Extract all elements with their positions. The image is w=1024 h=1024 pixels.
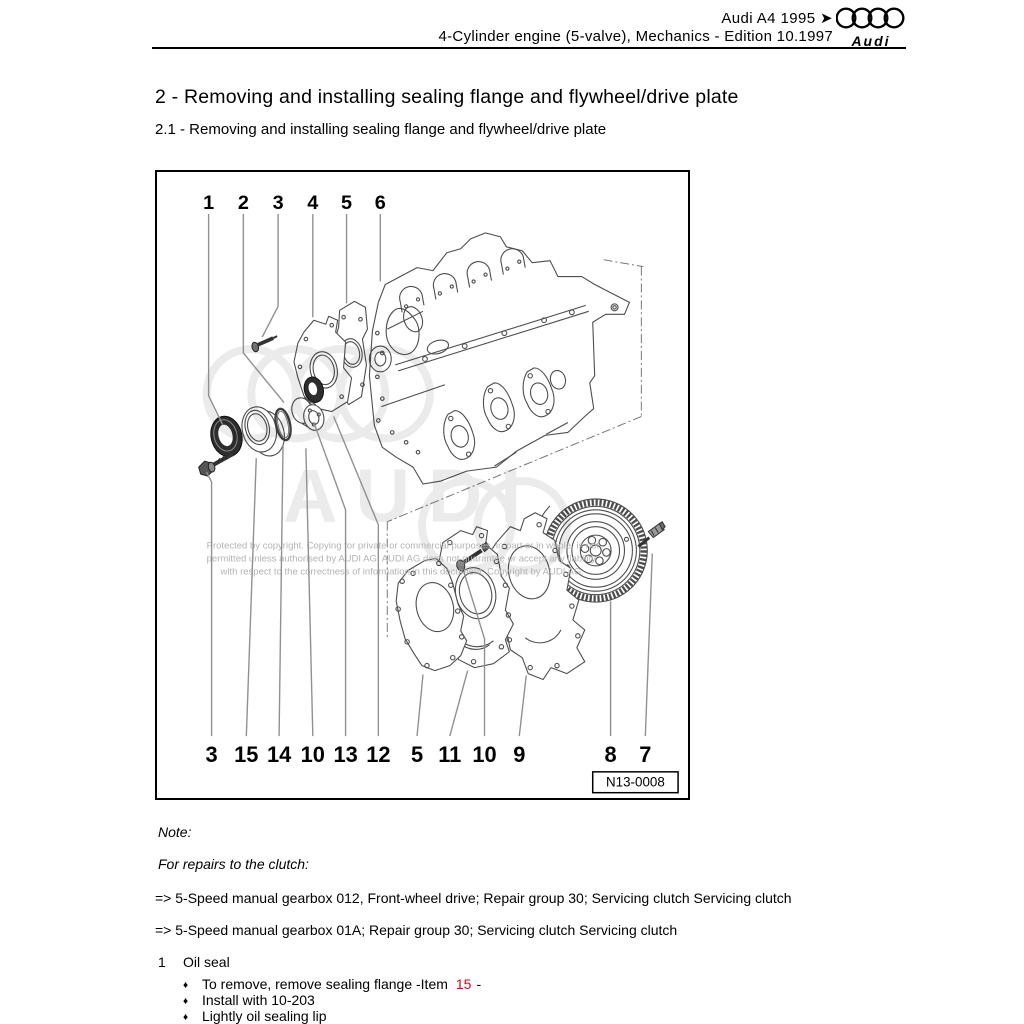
callout-number: 2 — [237, 192, 249, 215]
callout-number: 15 — [234, 741, 259, 767]
bullet-oil-lip-text: Lightly oil sealing lip — [202, 1008, 327, 1024]
clutch-repair-intro: For repairs to the clutch: — [158, 856, 309, 872]
subsection-title: 2.1 - Removing and installing sealing flange and flywheel/drive plate — [155, 121, 607, 138]
figure-id: N13-0008 — [606, 774, 665, 790]
callout-number: 6 — [374, 192, 386, 215]
copyright-line: permitted unless authorised by AUDI AG. AUDI AG does not guarantee or accept any liability — [206, 553, 596, 565]
callout-number: 3 — [272, 192, 284, 215]
gearbox-ref-012: => 5-Speed manual gearbox 012, Front-wheel drive; Repair group 30; Servicing clutch Servicing clutch — [155, 890, 792, 906]
callout-number: 8 — [604, 741, 617, 767]
callout-number: 11 — [438, 741, 462, 767]
callout-number: 10 — [472, 741, 497, 767]
header-edition-line: 4-Cylinder engine (5-valve), Mechanics - Edition 10.1997 — [438, 28, 833, 45]
callout-number: 3 — [205, 741, 218, 767]
callout-number: 5 — [410, 741, 424, 767]
gearbox-ref-01a: => 5-Speed manual gearbox 01A; Repair group 30; Servicing clutch Servicing clutch — [155, 922, 678, 938]
lower-left-bolt-drawing — [199, 454, 233, 476]
callout-number: 4 — [307, 192, 319, 215]
callout-number: 14 — [266, 741, 292, 767]
diamond-bullet-icon: ♦ — [183, 1012, 189, 1023]
callout-number: 13 — [333, 741, 358, 767]
note-label: Note: — [158, 824, 192, 840]
diamond-bullet-icon: ♦ — [183, 980, 189, 991]
bullet-remove-text: To remove, remove sealing flange -Item — [202, 976, 448, 992]
callout-number: 9 — [513, 741, 526, 767]
part-ref-15: 15 — [455, 976, 472, 992]
audi-logo-text: Audi — [851, 33, 891, 49]
bullet-oil-lip — [183, 1008, 327, 1024]
callout-number: 7 — [639, 741, 652, 767]
audi-watermark-text: AUDI — [283, 453, 522, 538]
copyright-line: Protected by copyright. Copying for private or commercial purposes, in part or in whole, is not — [206, 540, 600, 552]
bullet-install-text: Install with 10-203 — [202, 992, 315, 1008]
audi-rings-icon — [836, 6, 906, 30]
bottom-callout-numbers — [206, 742, 652, 767]
callout-number: 10 — [300, 741, 325, 767]
bullet-install — [183, 992, 315, 1008]
sealing-flange-flywheel-diagram — [157, 172, 688, 798]
copyright-line: with respect to the correctness of information in this document. Copyright by AUDI AG. — [220, 566, 584, 578]
section-title: 2 - Removing and installing sealing flange and flywheel/drive plate — [155, 86, 739, 108]
copyright-watermark — [207, 541, 600, 578]
diamond-bullet-icon: ♦ — [183, 996, 189, 1007]
header-rule — [152, 47, 906, 49]
callout-number: 12 — [366, 741, 391, 767]
part-item-number: 1 — [158, 954, 166, 970]
exploded-view-figure — [155, 170, 690, 800]
header-model-line: Audi A4 1995 ➤ — [721, 10, 833, 27]
part-item-oil-seal — [158, 954, 230, 970]
audi-logo — [836, 6, 906, 49]
top-callout-numbers — [203, 192, 386, 214]
part-item-name: Oil seal — [183, 954, 230, 970]
callout-number: 5 — [341, 192, 353, 215]
callout-number: 1 — [203, 192, 215, 215]
bullet-remove-suffix: - — [476, 976, 482, 992]
figure-id-box — [593, 772, 678, 793]
bullet-remove — [183, 976, 481, 992]
